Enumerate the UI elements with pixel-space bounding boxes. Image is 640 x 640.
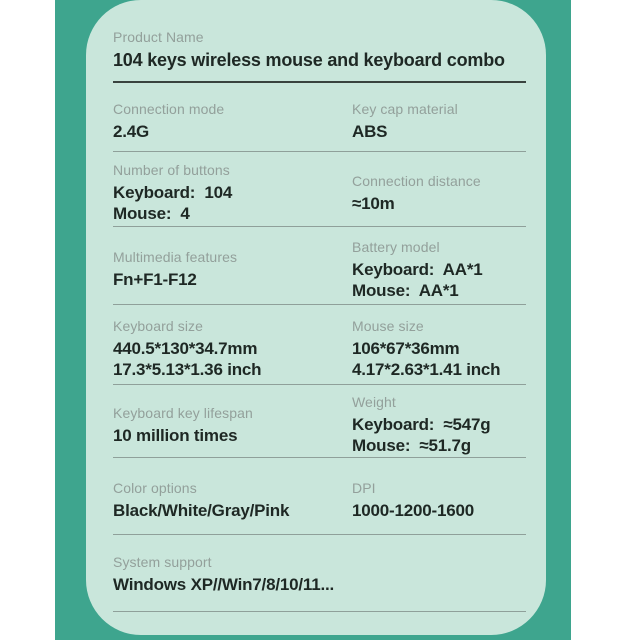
spec-value: 106*67*36mm xyxy=(352,338,460,358)
spec-cell xyxy=(113,480,352,521)
spec-label: Connection mode xyxy=(113,100,225,117)
spec-label: Mouse size xyxy=(352,317,424,334)
spec-label: Weight xyxy=(352,394,396,410)
spec-cell xyxy=(113,162,352,224)
spec-label: Key cap material xyxy=(352,100,458,117)
spec-cell xyxy=(113,101,352,142)
spec-label: Keyboard size xyxy=(113,317,204,334)
spec-value: ABS xyxy=(352,121,388,141)
spec-value: ≈10m xyxy=(352,193,395,213)
spec-label: Connection distance xyxy=(352,172,481,189)
spec-value: 17.3*5.13*1.36 inch xyxy=(113,359,262,379)
spec-value: Keyboard: AA*1 xyxy=(352,259,483,279)
spec-value: 104 keys wireless mouse and keyboard combo xyxy=(113,50,505,70)
spec-value: Black/White/Gray/Pink xyxy=(113,500,290,520)
spec-label: Product Name xyxy=(113,29,204,45)
spec-value: 440.5*130*34.7mm xyxy=(113,338,258,358)
spec-label: Keyboard key lifespan xyxy=(113,404,253,421)
spec-value: 2.4G xyxy=(113,121,150,141)
spec-value: Windows XP//Win7/8/10/11... xyxy=(113,574,335,594)
spec-row-multimedia-battery xyxy=(113,227,526,305)
spec-value: 1000-1200-1600 xyxy=(352,500,474,520)
spec-cell xyxy=(352,318,526,380)
spec-label: DPI xyxy=(352,479,376,496)
spec-card xyxy=(86,0,546,635)
spec-row-product-name xyxy=(113,0,526,83)
spec-label: Multimedia features xyxy=(113,249,238,265)
spec-value: Mouse: AA*1 xyxy=(352,280,459,300)
spec-cell xyxy=(113,29,526,72)
spec-row-connection-keycap xyxy=(113,83,526,152)
spec-label: System support xyxy=(113,553,212,570)
spec-value: 4.17*2.63*1.41 inch xyxy=(352,359,501,379)
spec-cell xyxy=(352,239,526,301)
spec-cell xyxy=(113,554,526,595)
spec-row-buttons-distance xyxy=(113,152,526,227)
spec-row-system-support xyxy=(113,535,526,612)
spec-label: Number of buttons xyxy=(113,162,230,178)
spec-row-sizes xyxy=(113,305,526,385)
spec-value: Keyboard: 104 xyxy=(113,183,233,202)
spec-value: Mouse: ≈51.7g xyxy=(352,436,471,455)
spec-cell xyxy=(352,173,526,214)
spec-cell xyxy=(352,101,526,142)
spec-value: Keyboard: ≈547g xyxy=(352,415,491,434)
spec-cell xyxy=(352,394,526,456)
spec-value: Mouse: 4 xyxy=(113,204,190,223)
spec-cell xyxy=(113,318,352,380)
spec-cell xyxy=(113,249,352,290)
spec-value: 10 million times xyxy=(113,425,238,445)
spec-value: Fn+F1-F12 xyxy=(113,270,197,289)
spec-cell xyxy=(113,405,352,446)
spec-label: Color options xyxy=(113,479,197,496)
spec-label: Battery model xyxy=(352,238,440,255)
spec-row-lifespan-weight xyxy=(113,385,526,458)
spec-cell xyxy=(352,480,526,521)
spec-row-colors-dpi xyxy=(113,458,526,535)
